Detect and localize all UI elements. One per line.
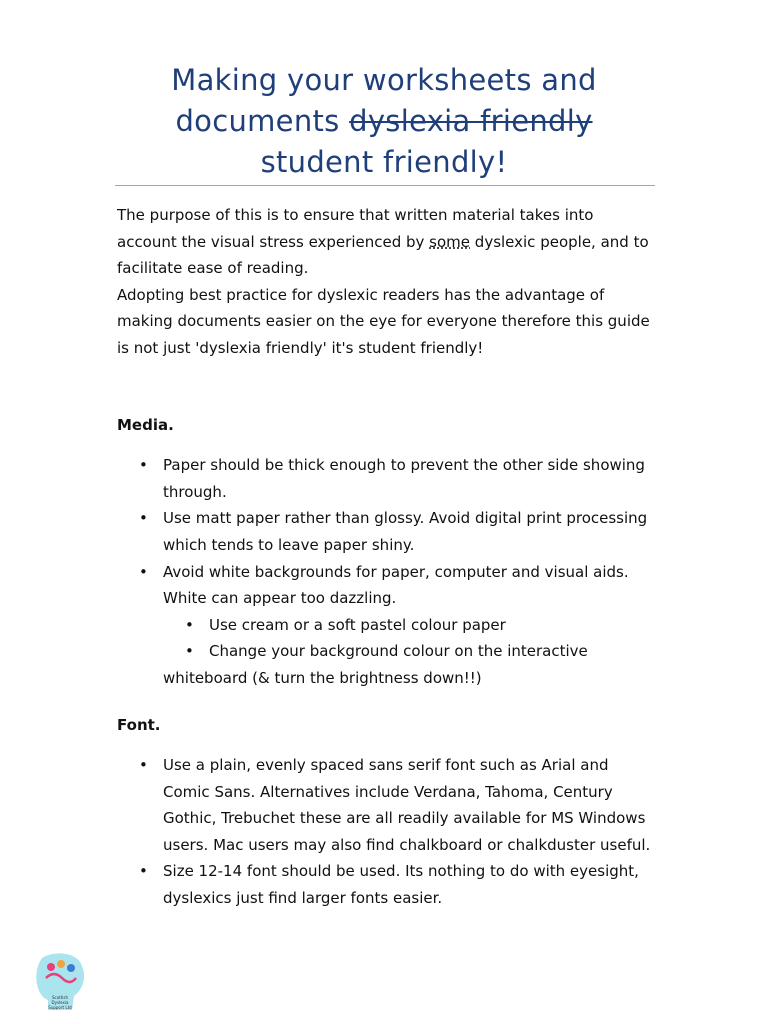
title-line-1: Making your worksheets and [171,63,597,97]
media-heading: Media. [117,415,174,434]
media-item: • Use matt paper rather than glossy. Avoid digital print processing which tends to leave paper shiny. [117,505,657,558]
logo-text: Scottish [51,995,69,1000]
logo-text: Dyslexia [51,1000,69,1005]
logo-dot-orange [57,960,65,968]
media-sub-item-continuation: whiteboard (& turn the brightness down!!) [163,668,482,687]
logo-text: Support Ltd [48,1005,72,1010]
font-list [117,752,657,912]
title-line-2-prefix: documents [175,104,340,138]
title-line-3: student friendly! [260,145,508,179]
intro-section [117,202,657,362]
media-item: • Paper should be thick enough to prevent the other side showing through. [117,452,657,505]
logo-dot-blue [67,964,75,972]
intro-paragraph-2: Adopting best practice for dyslexic readers has the advantage of making documents easier on the eye for everyone therefore this guide is not just 'dyslexia friendly' it's student friendly! [117,285,650,357]
media-sub-item: • Use cream or a soft pastel colour paper [117,612,657,639]
media-list [117,452,657,691]
title-divider [115,185,655,186]
intro-paragraph-1 [117,202,657,282]
font-item: • Use a plain, evenly spaced sans serif font such as Arial and Comic Sans. Alternatives include Verdana, Tahoma, Century Gothic, Trebuchet these are all readily available for MS Windows users. Mac users may also find chalkboard or chalkduster useful. [117,752,657,858]
page-title [0,60,768,183]
intro-p1-before: The purpose of this is to ensure that written material takes into account the visual stress experienced by [117,206,594,251]
font-item: • Size 12-14 font should be used. Its nothing to do with eyesight, dyslexics just find larger fonts easier. [117,858,657,911]
font-heading: Font. [117,715,161,734]
media-item: • Avoid white backgrounds for paper, computer and visual aids. White can appear too dazzling. [117,559,657,612]
media-sub-item: • Change your background colour on the interactive [117,638,657,665]
document-body [117,202,657,912]
scottish-dyslexia-support-logo-icon [34,952,88,1014]
intro-underlined-word: some [429,232,471,251]
intro-p1-after: dyslexic people, and to facilitate ease of reading. [117,232,649,278]
logo-dot-pink [47,963,55,971]
title-struck-text: dyslexia friendly [349,104,593,138]
